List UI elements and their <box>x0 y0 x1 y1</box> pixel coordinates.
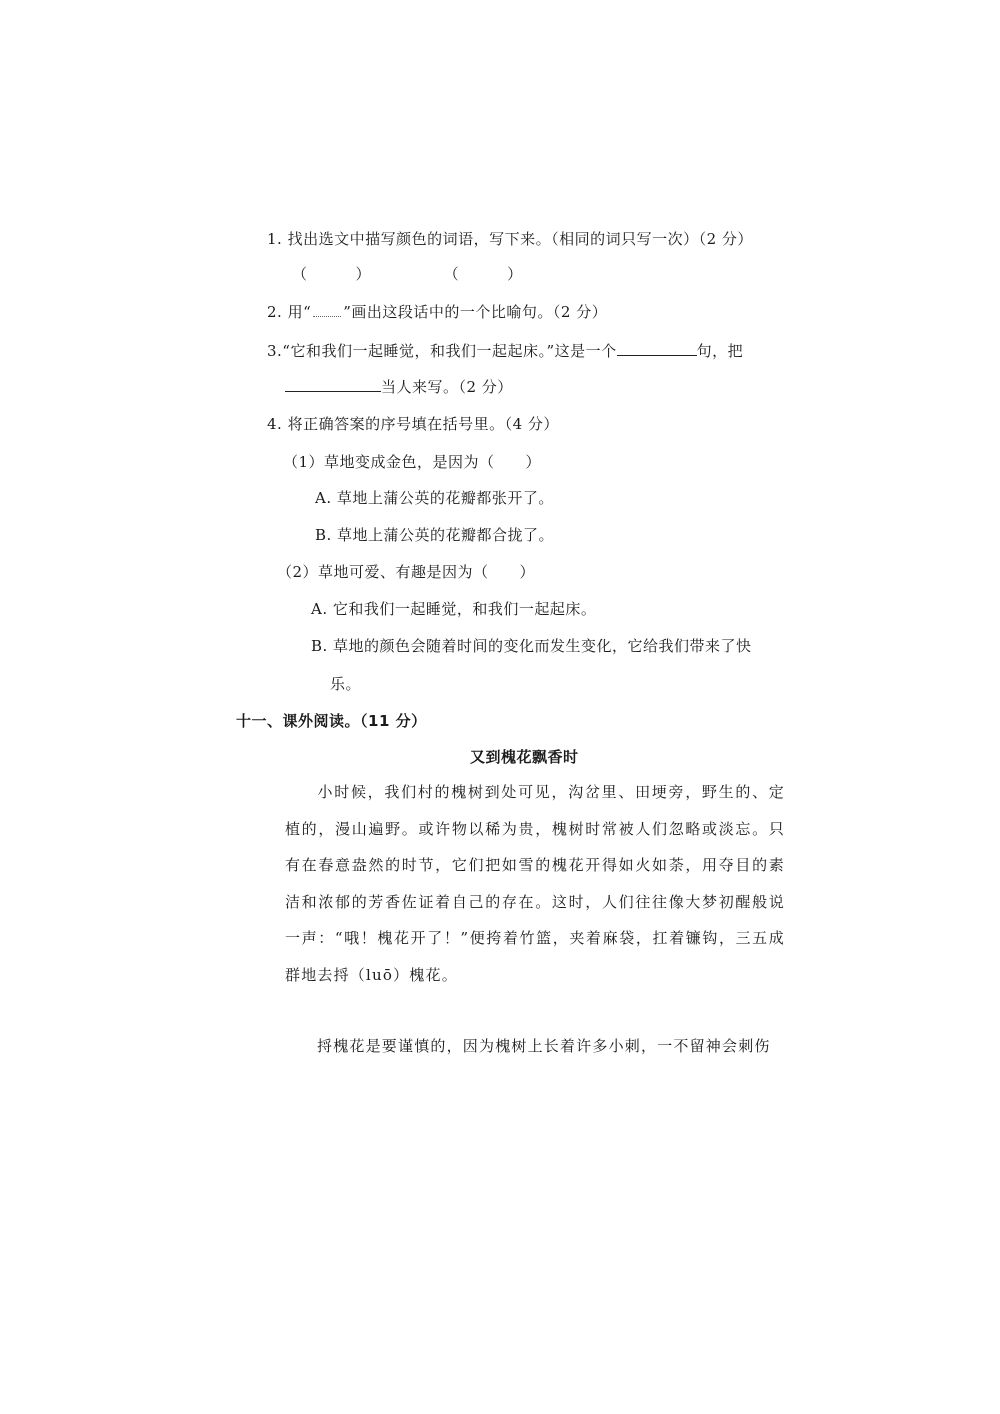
question-4-1-stem: （1）草地变成金色，是因为（ ） <box>283 453 542 471</box>
section-11-heading: 十一、课外阅读。（11 分） <box>236 712 427 730</box>
fill-blank-2[interactable] <box>285 379 381 392</box>
answer-paren-2-left: （ <box>443 265 460 283</box>
question-2: 2. 用“ ”画出这段话中的一个比喻句。（2 分） <box>267 303 608 321</box>
passage-title: 又到槐花飘香时 <box>470 748 579 766</box>
question-4: 4. 将正确答案的序号填在括号里。（4 分） <box>267 415 559 433</box>
question-4-2-option-a: A. 它和我们一起睡觉，和我们一起起床。 <box>311 600 597 618</box>
question-1-answer-row <box>292 263 523 284</box>
passage-paragraph-1: 小时候，我们村的槐树到处可见，沟岔里、田埂旁，野生的、定植的，漫山遍野。或许物以稀为贵，槐树时常被人们忽略或淡忘。只有在春意盎然的时节，它们把如雪的槐花开得如火如荼，用夺目的素洁和浓郁的芳香佐证着自己的存在。这时，人们往往像大梦初醒般说一声：“哦！槐花开了！”便挎着竹篮，夹着麻袋，扛着镰钩，三五成群地去捋（luō）槐花。 <box>285 783 785 984</box>
question-3-cont: 当人来写。（2 分） <box>285 376 513 397</box>
question-4-2-option-b: B. 草地的颜色会随着时间的变化而发生变化，它给我们带来了快 <box>311 637 752 655</box>
fill-blank-1[interactable] <box>617 343 697 356</box>
question-4-2-stem: （2）草地可爱、有趣是因为（ ） <box>277 563 536 581</box>
answer-paren-1-right: ） <box>355 265 372 283</box>
passage-paragraph-2: 捋槐花是要谨慎的，因为槐树上长着许多小刺，一不留神会刺伤 <box>317 1037 771 1055</box>
question-4-1-option-a: A. 草地上蒲公英的花瓣都张开了。 <box>315 489 554 507</box>
answer-paren-2-right: ） <box>507 265 523 283</box>
wavy-underline-mark <box>313 306 341 317</box>
question-4-1-option-b: B. 草地上蒲公英的花瓣都合拢了。 <box>315 526 555 544</box>
answer-paren-1-left: （ <box>292 265 308 283</box>
question-1: 1. 找出选文中描写颜色的词语，写下来。（相同的词只写一次）（2 分） <box>267 230 753 248</box>
question-3: 3.“它和我们一起睡觉，和我们一起起床。”这是一个 句，把 <box>267 342 744 360</box>
question-4-2-option-b-cont: 乐。 <box>330 675 362 693</box>
